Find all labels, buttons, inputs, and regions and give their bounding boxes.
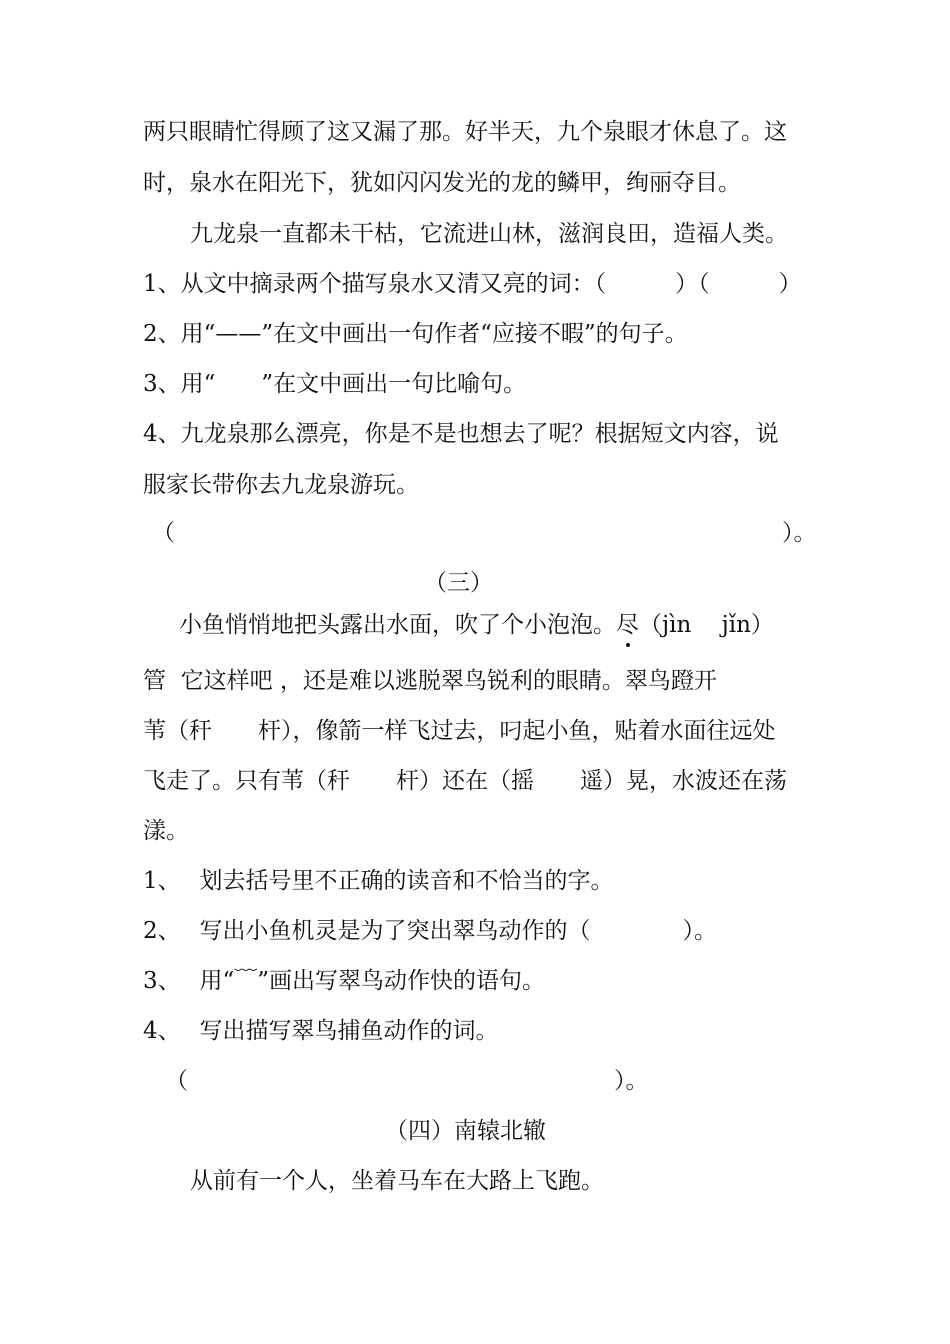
section-title: （三）	[424, 570, 493, 596]
answer-blank-open: （	[152, 520, 175, 546]
passage-text: 小鱼悄悄地把头露出水面，吹了个小泡泡。	[179, 612, 616, 638]
question-4: 4、 写出描写翠鸟捕鱼动作的词。	[143, 1018, 499, 1044]
passage-line: 管 它这样吧 ，还是难以逃脱翠鸟锐利的眼睛。翠鸟蹬开	[143, 668, 717, 694]
answer-blank-close: ）。	[614, 1068, 649, 1094]
answer-blank-close: ）。	[782, 520, 817, 546]
passage-line: 从前有一个人，坐着马车在大路上飞跑。	[190, 1168, 604, 1194]
question-1: 1、 划去括号里不正确的读音和不恰当的字。	[143, 868, 614, 894]
question-2: 2、用“——”在文中画出一句作者“应接不暇”的句子。	[143, 321, 688, 347]
question-3: 3、用“ ”在文中画出一句比喻句。	[143, 371, 527, 397]
passage-line: 时，泉水在阳光下，犹如闪闪发光的龙的鳞甲，绚丽夺目。	[143, 170, 741, 196]
section-title: （四）南辕北辙	[385, 1118, 546, 1144]
passage-line: 飞走了。只有苇（秆 杆）还在（摇 遥）晃，水波还在荡	[143, 768, 787, 794]
question-1: 1、从文中摘录两个描写泉水又清又亮的词：（ ）（ ）	[143, 271, 802, 297]
pinyin-choice: （jìn jǐn）	[639, 612, 774, 638]
question-4: 4、九龙泉那么漂亮，你是不是也想去了呢？根据短文内容，说	[143, 421, 779, 447]
question-3: 3、 用“﹋”画出写翠鸟动作快的语句。	[143, 968, 545, 994]
passage-line	[179, 610, 774, 640]
passage-line: 漾。	[143, 818, 189, 844]
answer-blank-open: （	[165, 1068, 188, 1094]
passage-line: 九龙泉一直都未干枯，它流进山林，滋润良田，造福人类。	[190, 221, 788, 247]
question-4-continued: 服家长带你去九龙泉游玩。	[143, 472, 419, 498]
question-2: 2、 写出小鱼机灵是为了突出翠鸟动作的（ ）。	[143, 918, 717, 944]
passage-line: 苇（秆 杆），像箭一样飞过去，叼起小鱼，贴着水面往远处	[143, 718, 776, 744]
emphasized-character: 尽	[616, 612, 639, 638]
passage-line: 两只眼睛忙得顾了这又漏了那。好半天，九个泉眼才休息了。这	[143, 119, 787, 145]
